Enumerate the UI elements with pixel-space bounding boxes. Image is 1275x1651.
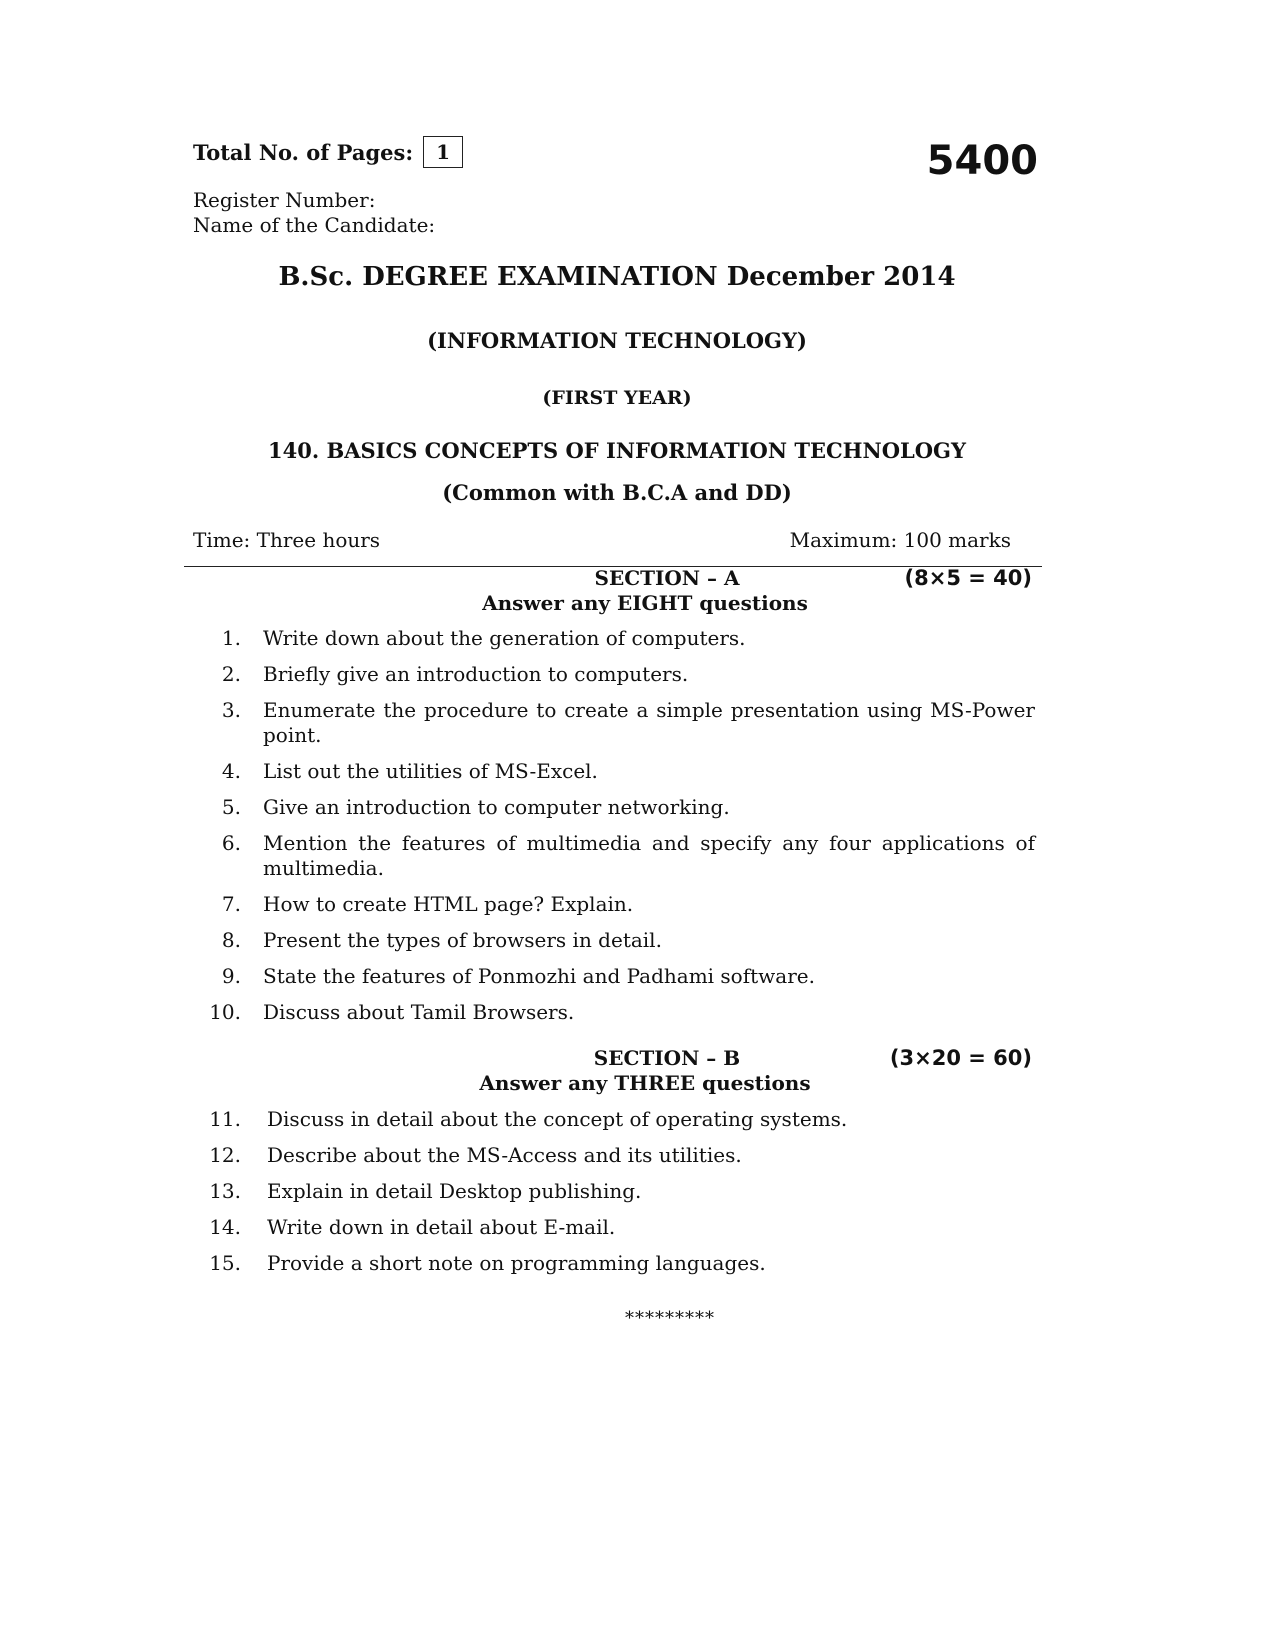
total-pages-line: [193, 136, 463, 168]
question-item: [193, 964, 1035, 989]
end-of-paper-mark: *********: [625, 1308, 715, 1329]
question-number: 10.: [209, 1000, 241, 1024]
section-a-title: SECTION – A: [594, 566, 740, 590]
question-item: [193, 1215, 1035, 1240]
question-text: Write down in detail about E-mail.: [267, 1215, 616, 1239]
question-item: [193, 698, 1035, 748]
section-a-instruction: Answer any EIGHT questions: [482, 591, 808, 615]
question-item: [193, 928, 1035, 953]
question-number: 12.: [209, 1143, 241, 1167]
candidate-fields: [193, 188, 435, 238]
question-number: 2.: [221, 662, 241, 686]
total-pages-value: 1: [423, 136, 463, 168]
question-number: 6.: [221, 831, 241, 855]
question-text: Mention the features of multimedia and specify any four applications of multimedia.: [263, 831, 1035, 880]
question-text: Discuss about Tamil Browsers.: [263, 1000, 575, 1024]
question-number: 15.: [209, 1251, 241, 1275]
question-number: 13.: [209, 1179, 241, 1203]
exam-title: B.Sc. DEGREE EXAMINATION December 2014: [278, 262, 956, 292]
question-number: 8.: [221, 928, 241, 952]
time-marks-line: [193, 528, 1011, 552]
register-number-label: Register Number:: [193, 188, 376, 212]
question-item: [193, 1107, 1035, 1132]
subject-title: (INFORMATION TECHNOLOGY): [427, 328, 807, 353]
total-pages-label: Total No. of Pages:: [193, 139, 414, 165]
question-text: List out the utilities of MS-Excel.: [263, 759, 598, 783]
question-text: State the features of Ponmozhi and Padhami software.: [263, 964, 815, 988]
question-text: Enumerate the procedure to create a simple presentation using MS-Power point.: [263, 698, 1035, 747]
section-a-questions: [193, 626, 1035, 1036]
section-b-title: SECTION – B: [593, 1046, 741, 1070]
section-b-instruction: Answer any THREE questions: [479, 1071, 811, 1095]
question-item: [193, 626, 1035, 651]
question-text: Give an introduction to computer networking.: [263, 795, 730, 819]
question-item: [193, 1000, 1035, 1025]
question-number: 5.: [221, 795, 241, 819]
course-title: 140. BASICS CONCEPTS OF INFORMATION TECHNOLOGY: [268, 438, 966, 463]
question-text: Discuss in detail about the concept of operating systems.: [267, 1107, 848, 1131]
time-allowed: Time: Three hours: [193, 528, 381, 552]
question-number: 3.: [221, 698, 241, 722]
question-item: [193, 831, 1035, 881]
question-text: Explain in detail Desktop publishing.: [267, 1179, 642, 1203]
question-number: 1.: [221, 626, 241, 650]
question-text: How to create HTML page? Explain.: [263, 892, 634, 916]
question-item: [193, 662, 1035, 687]
question-item: [193, 1179, 1035, 1204]
year-title: (FIRST YEAR): [542, 387, 692, 409]
question-number: 11.: [209, 1107, 241, 1131]
question-number: 9.: [221, 964, 241, 988]
maximum-marks: Maximum: 100 marks: [789, 528, 1011, 552]
question-item: [193, 1143, 1035, 1168]
question-text: Write down about the generation of computers.: [263, 626, 746, 650]
question-item: [193, 759, 1035, 784]
question-text: Briefly give an introduction to computers.: [263, 662, 689, 686]
paper-code: 5400: [926, 138, 1038, 184]
question-number: 7.: [221, 892, 241, 916]
question-number: 4.: [221, 759, 241, 783]
question-item: [193, 795, 1035, 820]
question-number: 14.: [209, 1215, 241, 1239]
question-item: [193, 892, 1035, 917]
section-a-marks: (8×5 = 40): [904, 566, 1032, 590]
question-text: Describe about the MS-Access and its utilities.: [267, 1143, 742, 1167]
section-b-questions: [193, 1107, 1035, 1287]
common-note: (Common with B.C.A and DD): [442, 480, 792, 505]
question-text: Present the types of browsers in detail.: [263, 928, 662, 952]
candidate-name-label: Name of the Candidate:: [193, 213, 436, 237]
section-b-marks: (3×20 = 60): [889, 1046, 1032, 1070]
question-item: [193, 1251, 1035, 1276]
question-text: Provide a short note on programming languages.: [267, 1251, 766, 1275]
